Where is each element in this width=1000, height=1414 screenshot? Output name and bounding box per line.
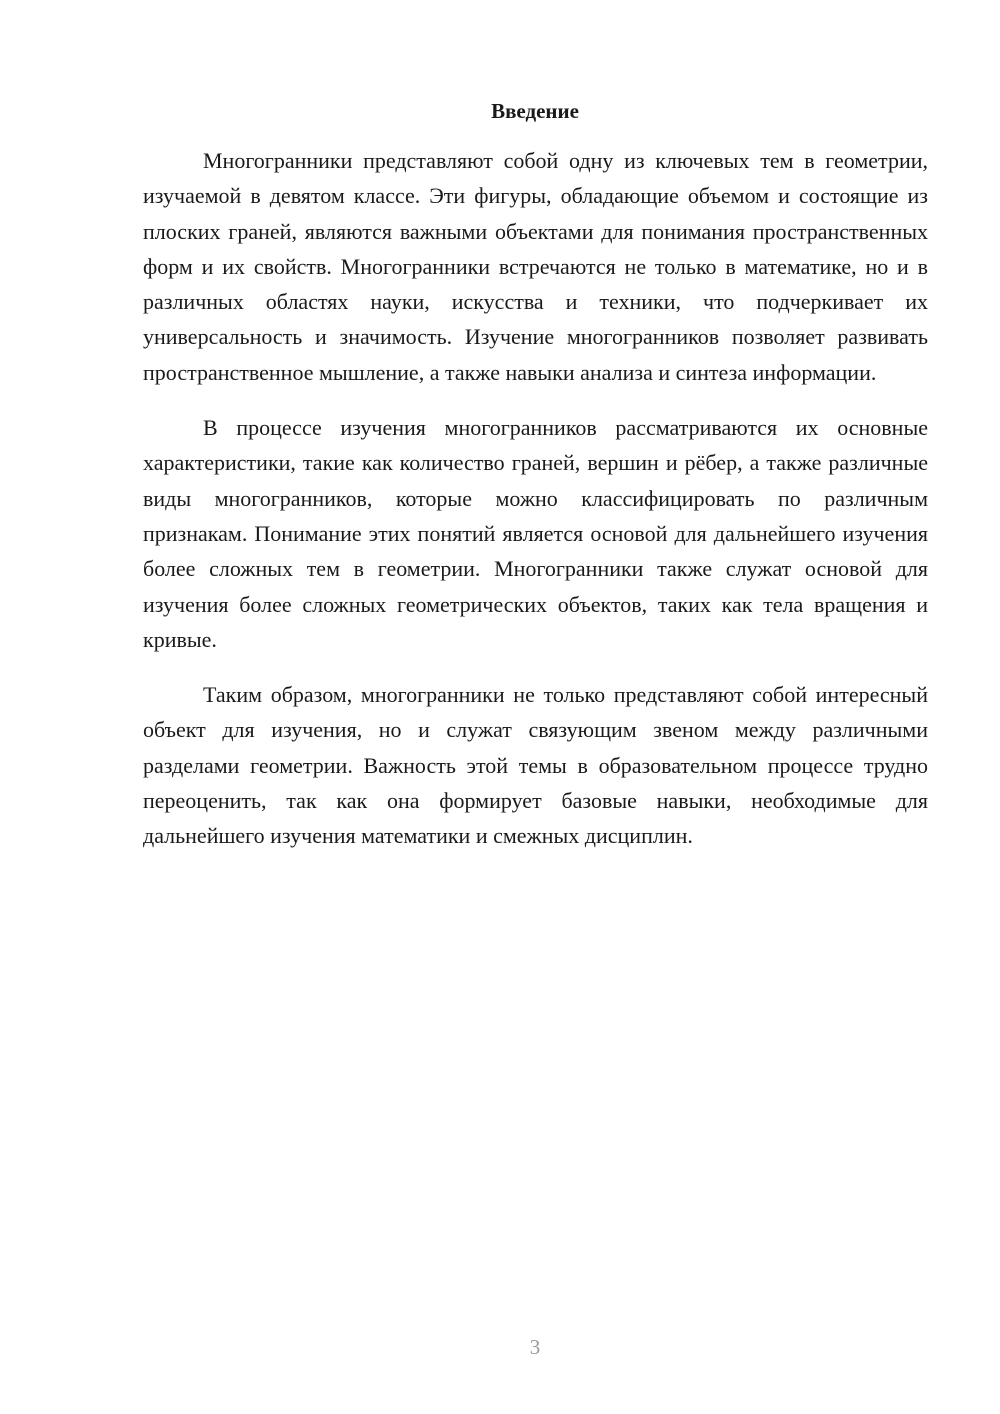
paragraph-2: В процессе изучения многогранников рассматриваются их основные характеристики, такие как количество граней, вершин и рёбер, а также различные виды многогранников, которые можно классифицировать по различным признакам. Понимание этих понятий является основой для дальнейшего изучения более сложных тем в геометрии. Многогранники также служат основой для изучения более сложных геометрических объектов, таких как тела вращения и кривые.: [143, 415, 928, 652]
paragraph-3: Таким образом, многогранники не только представляют собой интересный объект для изучения, но и служат связующим звеном между различными разделами геометрии. Важность этой темы в образовательном процессе трудно переоценить, так как она формирует базовые навыки, необходимые для дальнейшего изучения математики и смежных дисциплин.: [143, 682, 928, 849]
page-number: 3: [529, 1335, 541, 1359]
paragraph-1: Многогранники представляют собой одну из ключевых тем в геометрии, изучаемой в девятом классе. Эти фигуры, обладающие объемом и состоящие из плоских граней, являются важными объектами для понимания пространственных форм и их свойств. Многогранники встречаются не только в математике, но и в различных областях науки, искусства и техники, что подчеркивает их универсальность и значимость. Изучение многогранников позволяет развивать пространственное мышление, а также навыки анализа и синтеза информации.: [143, 148, 928, 385]
body-text: [143, 143, 928, 854]
section-title: Введение: [491, 99, 579, 123]
